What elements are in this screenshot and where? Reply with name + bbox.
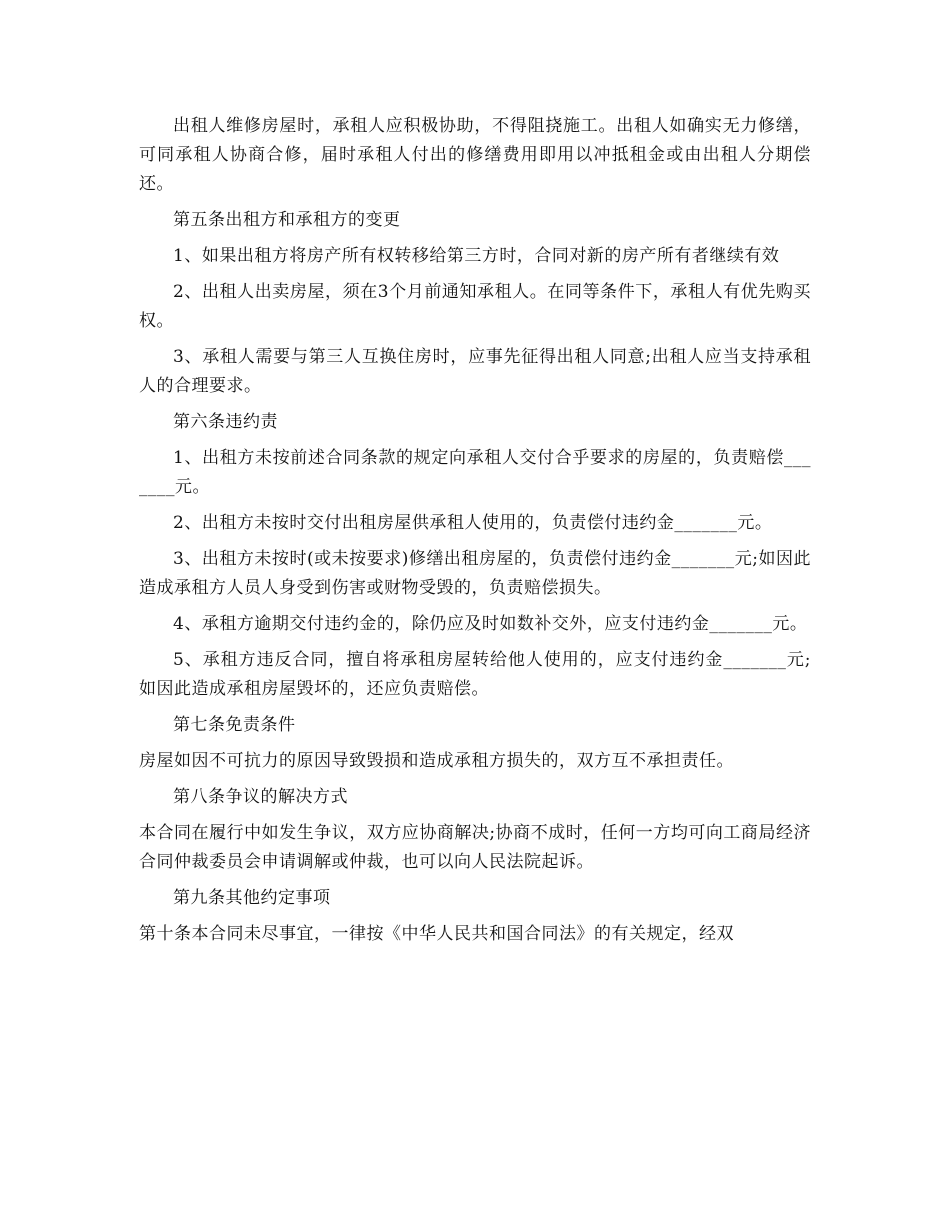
heading-article-7: 第七条免责条件 (173, 715, 296, 735)
paragraph-6-2: 2、出租方未按时交付出租房屋供承租人使用的，负责偿付违约金_______元。 (173, 513, 773, 533)
paragraph-8-body: 本合同在履行中如发生争议，双方应协商解决;协商不成时，任何一方均可向工商局经济合同仲裁委员会申请调解或仲裁，也可以向人民法院起诉。 (139, 823, 811, 872)
paragraph-repair-cooperation: 出租人维修房屋时，承租人应积极协助，不得阻挠施工。出租人如确实无力修缮，可同承租人协商合修，届时承租人付出的修缮费用即用以冲抵租金或由出租人分期偿还。 (139, 116, 811, 194)
heading-article-9: 第九条其他约定事项 (173, 888, 331, 908)
paragraph-5-2: 2、出租人出卖房屋，须在3个月前通知承租人。在同等条件下，承租人有优先购买权。 (139, 282, 811, 331)
paragraph-5-3: 3、承租人需要与第三人互换住房时，应事先征得出租人同意;出租人应当支持承租人的合理要求。 (139, 347, 811, 396)
paragraph-6-3: 3、出租方未按时(或未按要求)修缮出租房屋的，负责偿付违约金_______元;如因此造成承租方人员人身受到伤害或财物受毁的，负责赔偿损失。 (139, 549, 811, 598)
heading-article-5: 第五条出租方和承租方的变更 (173, 210, 401, 230)
heading-article-8: 第八条争议的解决方式 (173, 787, 348, 807)
paragraph-6-4: 4、承租方逾期交付违约金的，除仍应及时如数补交外，应支付违约金_______元。 (173, 614, 808, 634)
paragraph-6-1: 1、出租方未按前述合同条款的规定向承租人交付合乎要求的房屋的，负责赔偿_______元。 (139, 448, 811, 497)
document-page (139, 112, 811, 956)
paragraph-5-1: 1、如果出租方将房产所有权转移给第三方时，合同对新的房产所有者继续有效 (173, 246, 780, 266)
paragraph-6-5: 5、承租方违反合同，擅自将承租房屋转给他人使用的，应支付违约金_______元;如因此造成承租房屋毁坏的，还应负责赔偿。 (139, 650, 811, 699)
heading-article-6: 第六条违约责 (173, 412, 278, 432)
paragraph-7-body: 房屋如因不可抗力的原因导致毁损和造成承租方损失的，双方互不承担责任。 (139, 751, 734, 771)
paragraph-article-10: 第十条本合同未尽事宜，一律按《中华人民共和国合同法》的有关规定，经双 (139, 924, 734, 944)
